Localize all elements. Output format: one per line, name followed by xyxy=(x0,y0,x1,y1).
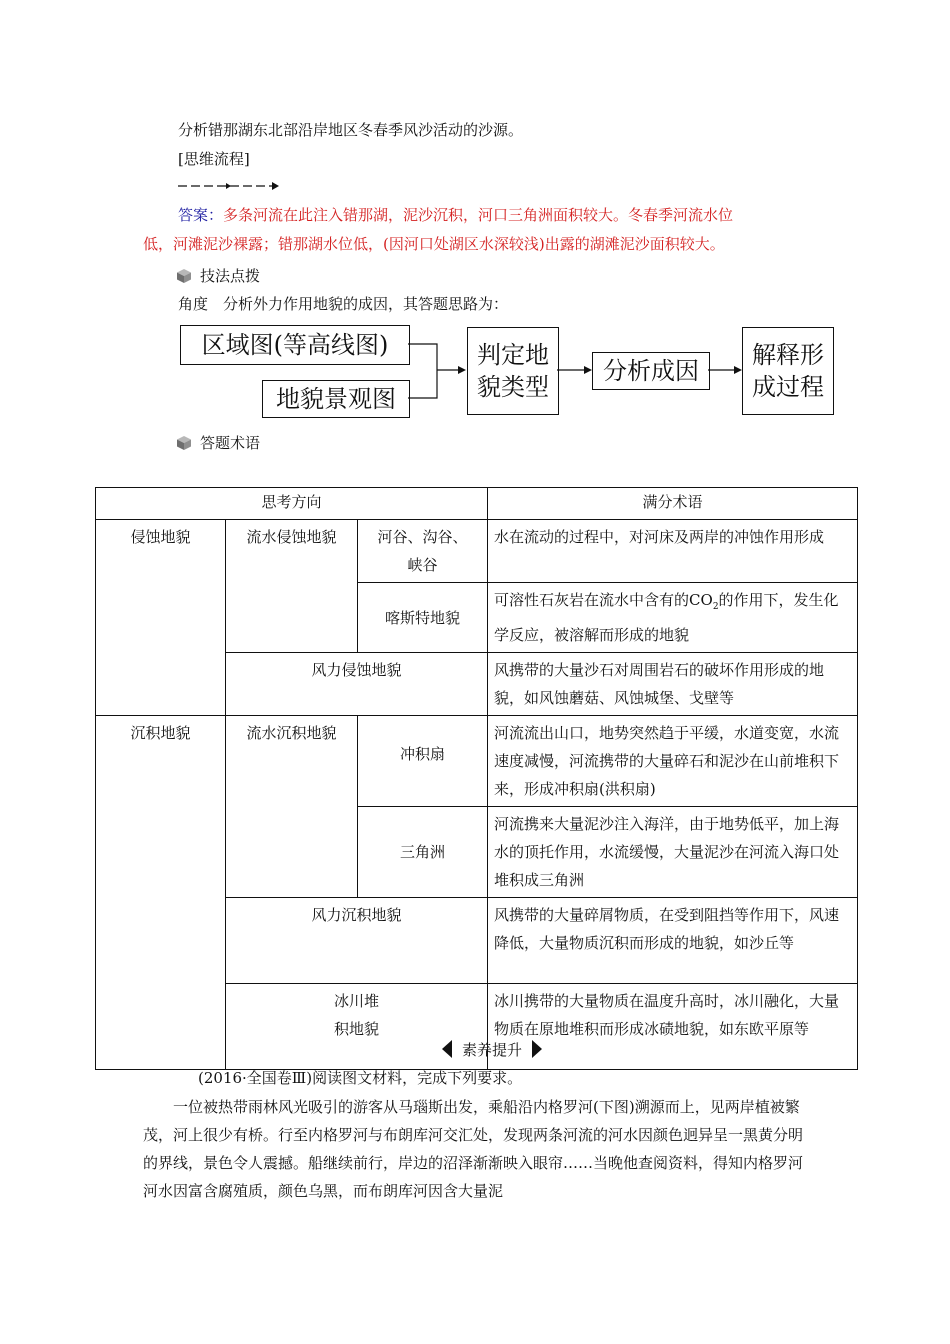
fluvial-deposition: 流水沉积地貌 xyxy=(226,716,358,898)
tips-title-text: 技法点拨 xyxy=(200,267,261,285)
valley-desc: 水在流动的过程中，对河床及两岸的冲蚀作用形成 xyxy=(488,520,858,583)
glacier-line1: 冰川堆 xyxy=(334,992,380,1010)
flow-box-explain-line1: 解释形 xyxy=(752,340,824,369)
karst-cell: 喀斯特地貌 xyxy=(358,583,488,653)
flow-box-landscape-map: 地貌景观图 xyxy=(262,380,410,418)
glacier-line2: 积地貌 xyxy=(334,1020,380,1038)
erosion-label: 侵蚀地貌 xyxy=(96,520,226,716)
fluvial-erosion: 流水侵蚀地貌 xyxy=(226,520,358,653)
fan-cell: 冲积扇 xyxy=(358,716,488,807)
terms-title xyxy=(176,432,260,453)
karst-desc-sub: 2 xyxy=(712,602,719,612)
arrow-right-icon xyxy=(734,366,742,374)
wind-deposition: 风力沉积地貌 xyxy=(226,898,488,984)
question-text: 分析错那湖东北部沿岸地区冬春季风沙活动的沙源。 xyxy=(178,121,524,139)
flow-box-region-map: 区域图(等高线图) xyxy=(180,325,410,365)
wind-deposition-desc: 风携带的大量碎屑物质，在受到阻挡等作用下，风速降低，大量物质沉积而形成的地貌，如沙丘等 xyxy=(488,898,858,984)
angle-text: 角度 分析外力作用地貌的成因，其答题思路为： xyxy=(178,295,509,313)
delta-cell: 三角洲 xyxy=(358,807,488,898)
answer-text-1: 多条河流在此注入错那湖，泥沙沉积，河口三角洲面积较大。冬春季河流水位 xyxy=(223,206,734,224)
material-paragraph: 一位被热带雨林风光吸引的游客从马瑙斯出发，乘船沿内格罗河(下图)溯源而上，见两岸植被繁茂，河上很少有桥。行至内格罗河与布朗库河交汇处，发现两条河流的河水因颜色迥异呈一黑黄分明的界线，景色令人震撼。船继续前行，岸边的沼泽渐渐映入眼帘……当晚他查阅资料，得知内格罗河河水因富含腐殖质，颜色乌黑，而布朗库河因含大量泥 xyxy=(143,1098,804,1200)
banner-text: 素养提升 xyxy=(461,1040,522,1059)
arrow-right-icon xyxy=(458,366,466,374)
fan-desc: 河流流出山口，地势突然趋于平缓，水道变宽，水流速度减慢，河流携带的大量碎石和泥沙在山前堆积下来，形成冲积扇(洪积扇) xyxy=(488,716,858,807)
valley-line1: 河谷、沟谷、 xyxy=(377,528,468,546)
arrow-right-icon xyxy=(584,366,592,374)
flow-connectors xyxy=(0,0,950,440)
valley-cell xyxy=(358,520,488,583)
table-header-row xyxy=(96,488,858,520)
cube-icon xyxy=(176,435,192,451)
delta-desc: 河流携来大量泥沙注入海洋，由于地势低平，加上海水的顶托作用，水流缓慢，大量泥沙在河流入海口处堆积成三角洲 xyxy=(488,807,858,898)
deposition-label: 沉积地貌 xyxy=(96,716,226,1070)
flow-label: [思维流程] xyxy=(178,150,250,168)
table-row xyxy=(96,716,858,807)
terms-table xyxy=(95,487,858,1070)
karst-desc xyxy=(488,583,858,653)
wind-erosion-desc: 风携带的大量沙石对周围岩石的破坏作用形成的地貌，如风蚀蘑菇、风蚀城堡、戈壁等 xyxy=(488,653,858,716)
karst-desc-b: 的作用下，发生化学反应，被溶解而形成的地貌 xyxy=(494,591,839,644)
flow-box-explain-line2: 成过程 xyxy=(752,373,824,401)
terms-title-text: 答题术语 xyxy=(200,434,261,452)
source-text: (2016·全国卷Ⅲ)阅读图文材料，完成下列要求。 xyxy=(198,1069,523,1087)
flow-box-analyze-cause: 分析成因 xyxy=(592,352,710,390)
glacier-desc: 冰川携带的大量物质在温度升高时，冰川融化，大量物质在原地堆积而形成冰碛地貌，如东欧平原等 xyxy=(488,984,858,1070)
answer-line-2: 低，河滩泥沙裸露；错那湖水位低，(因河口处湖区水深较浅)出露的湖滩泥沙面积较大。 xyxy=(143,235,725,253)
flow-box-judge-line2: 貌类型 xyxy=(477,373,549,401)
banner-left-icon xyxy=(442,1040,452,1058)
flow-box-judge-line1: 判定地 xyxy=(477,340,549,369)
header-thinking: 思考方向 xyxy=(96,488,488,520)
valley-line2: 峡谷 xyxy=(407,556,438,574)
karst-desc-a: 可溶性石灰岩在流水中含有的CO xyxy=(494,591,713,609)
answer-label: 答案： xyxy=(178,206,224,224)
header-terms: 满分术语 xyxy=(488,488,858,520)
banner-right-icon xyxy=(532,1040,542,1058)
table-row xyxy=(96,520,858,583)
wind-erosion: 风力侵蚀地貌 xyxy=(226,653,488,716)
improve-banner xyxy=(438,1036,546,1062)
